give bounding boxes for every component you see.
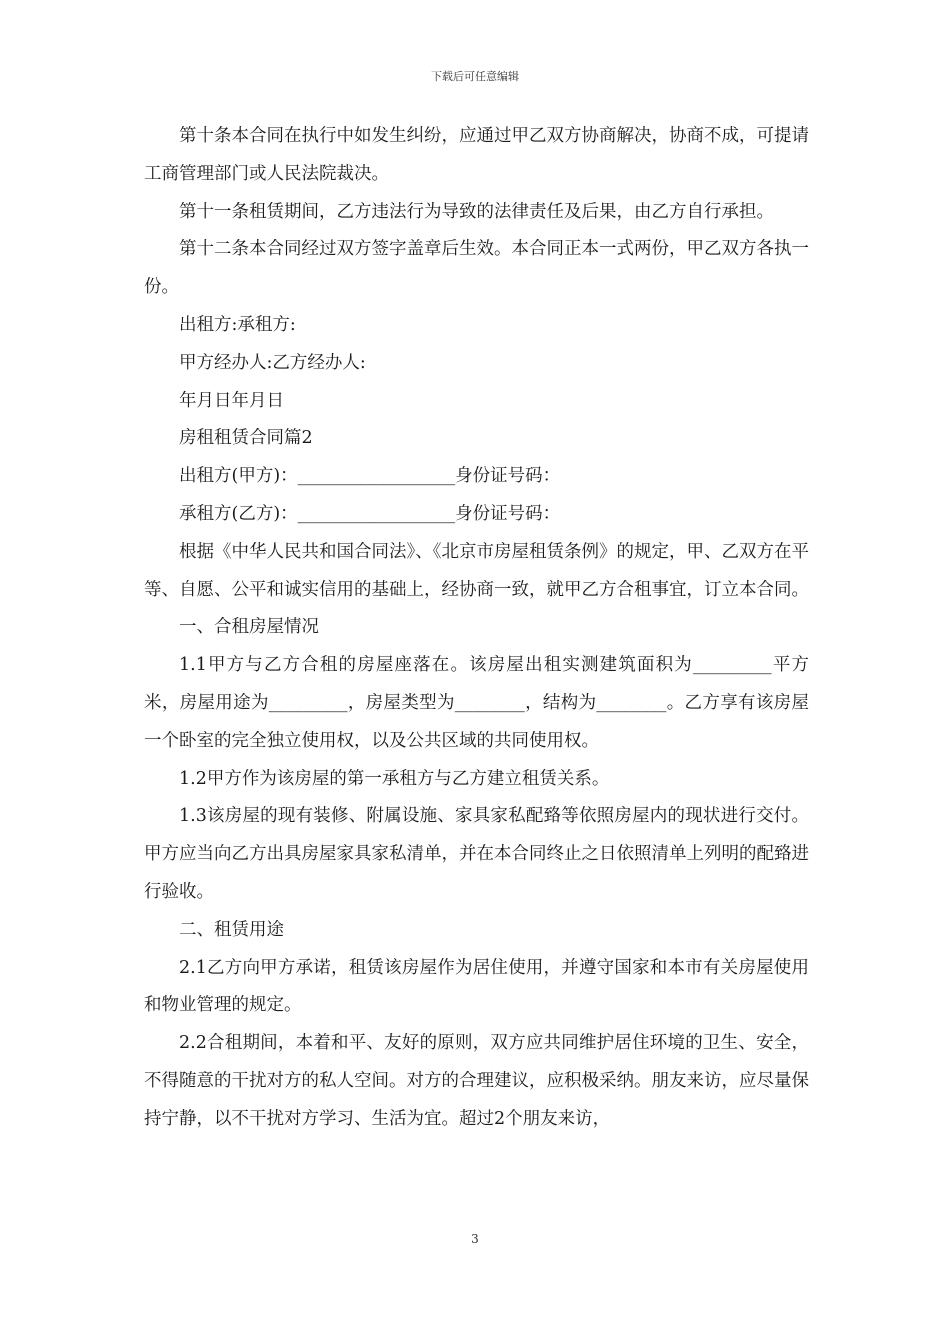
signature-agents-line: 甲方经办人:乙方经办人: [179,352,366,373]
paragraph-legal-basis: 根据《中华人民共和国合同法》、《北京市房屋租赁条例》的规定，甲、乙双方在平等、自愿、公平和诚实信用的基础上，经协商一致，就甲乙方合租事宜，订立本合同。 [144,541,809,600]
clause-2-2: 2.2合租期间，本着和平、友好的原则，双方应共同维护居住环境的卫生、安全，不得随意的干扰对方的私人空间。对方的合理建议，应积极采纳。朋友来访，应尽量保持宁静，以不干扰对方学习、生活为宜。超过2个朋友来访， [144,1033,809,1129]
clause-1-2: 1.2甲方作为该房屋的第一承租方与乙方建立租赁关系。 [179,768,610,789]
paragraph-article-12: 第十二条本合同经过双方签字盖章后生效。本合同正本一式两份，甲乙双方各执一份。 [144,239,809,298]
clause-2-1: 2.1乙方向甲方承诺，租赁该房屋作为居住使用，并遵守国家和本市有关房屋使用和物业管理的规定。 [144,957,809,1016]
clause-1-1: 1.1甲方与乙方合租的房屋座落在。该房屋出租实测建筑面积为_________平方米，房屋用途为_________，房屋类型为________，结构为________。乙方享有该房屋一个卧室的完全独立使用权，以及公共区域的共同使用权。 [144,655,809,751]
paragraph-article-10: 第十条本合同在执行中如发生纠纷，应通过甲乙双方协商解决，协商不成，可提请工商管理部门或人民法院裁决。 [144,126,809,184]
document-body [144,118,809,1139]
heading-lease-use: 二、租赁用途 [179,919,284,940]
section-title-contract-2: 房租租赁合同篇2 [179,428,313,449]
lessor-id-line: 出租方(甲方)：__________________身份证号码： [179,466,561,487]
clause-1-3: 1.3该房屋的现有装修、附属设施、家具家私配臵等依照房屋内的现状进行交付。甲方应当向乙方出具房屋家具家私清单，并在本合同终止之日依照清单上列明的配臵进行验收。 [144,806,809,902]
paragraph-article-11: 第十一条租赁期间，乙方违法行为导致的法律责任及后果，由乙方自行承担。 [179,201,774,222]
signature-date-line: 年月日年月日 [179,390,284,411]
heading-house-info: 一、合租房屋情况 [179,617,319,638]
signature-parties-line: 出租方:承租方: [179,314,296,335]
page-header-note: 下载后可任意编辑 [431,70,519,83]
page-number: 3 [471,1232,479,1246]
lessee-id-line: 承租方(乙方)：__________________身份证号码： [179,503,561,524]
